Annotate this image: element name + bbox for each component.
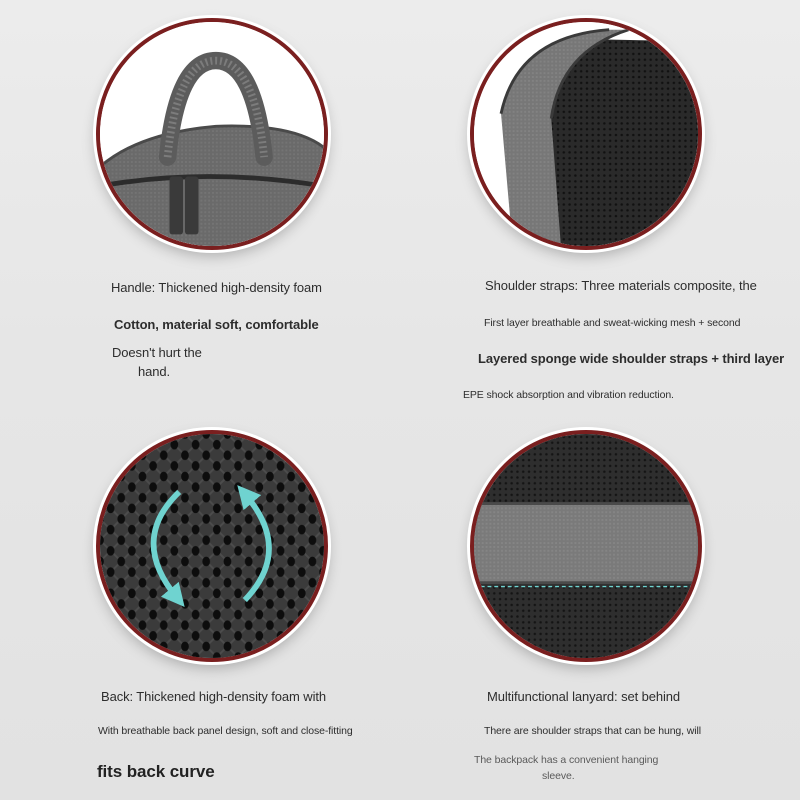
strap-desc-1: First layer breathable and sweat-wicking mesh + second [484, 317, 741, 329]
strap-desc-2: Layered sponge wide shoulder straps + third layer [478, 351, 785, 366]
handle-desc-2: Doesn't hurt the [112, 345, 202, 360]
strap-desc-3: EPE shock absorption and vibration reduction. [463, 389, 674, 401]
lanyard-desc-2: The backpack has a convenient hanging [474, 754, 659, 766]
luggage-strap-closeup-image [470, 430, 702, 662]
handle-desc-1: Cotton, material soft, comfortable [114, 317, 319, 332]
back-desc-1: With breathable back panel design, soft and close-fitting [98, 725, 353, 737]
shoulder-strap-closeup-image [470, 18, 702, 250]
shoulder-strap-icon [474, 22, 698, 246]
breathable-mesh-icon [100, 434, 324, 658]
luggage-strap-icon [474, 434, 698, 658]
breathable-mesh-closeup-image [96, 430, 328, 662]
lanyard-desc-3: sleeve. [542, 770, 575, 782]
strap-title: Shoulder straps: Three materials composite, the [485, 278, 757, 293]
back-desc-2: fits back curve [97, 762, 215, 781]
handle-desc-3: hand. [138, 364, 171, 379]
back-title: Back: Thickened high-density foam with [101, 689, 327, 704]
lanyard-title: Multifunctional lanyard: set behind [487, 689, 681, 704]
handle-closeup-image [96, 18, 328, 250]
handle-icon [100, 22, 324, 246]
lanyard-desc-1: There are shoulder straps that can be hung, will [484, 725, 701, 737]
handle-title: Handle: Thickened high-density foam [111, 280, 322, 295]
